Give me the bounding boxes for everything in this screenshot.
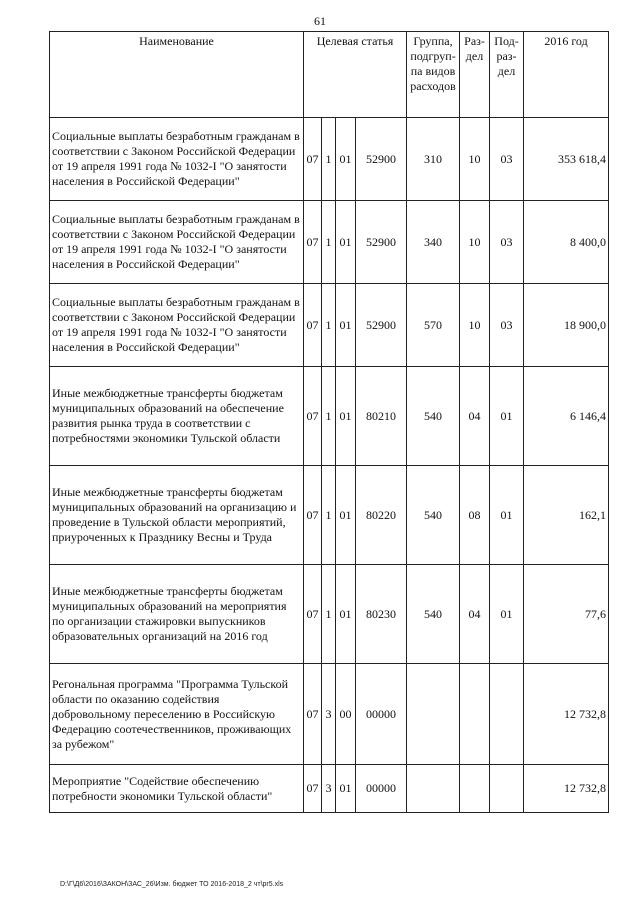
row-section: 04: [460, 565, 490, 664]
row-subsection: 03: [490, 284, 524, 367]
row-code-subprogram: 3: [322, 765, 336, 813]
table-row: [50, 118, 609, 201]
row-subsection: 03: [490, 201, 524, 284]
row-subsection: 01: [490, 367, 524, 466]
row-code-subprogram: 1: [322, 284, 336, 367]
row-section: [460, 664, 490, 765]
row-name: Регональная программа "Программа Тульской области по оказанию содействия добровольному переселению в Российскую Федерацию соотечественников, проживающих за рубежом": [50, 664, 304, 765]
row-group: 540: [407, 367, 460, 466]
row-subsection: 01: [490, 466, 524, 565]
row-code-subprogram: 1: [322, 466, 336, 565]
row-code-subprogram: 1: [322, 201, 336, 284]
table-row: [50, 664, 609, 765]
row-name: Иные межбюджетные трансферты бюджетам муниципальных образований на обеспечение развития рынка труда в соответствии с потребностями экономики Тульской области: [50, 367, 304, 466]
table-row: [50, 284, 609, 367]
header-target-article: Целевая статья: [304, 32, 407, 118]
row-name: Иные межбюджетные трансферты бюджетам муниципальных образований на мероприятия по организации стажировки выпускников образовательных организаций на 2016 год: [50, 565, 304, 664]
row-subsection: 03: [490, 118, 524, 201]
row-code-program: 07: [304, 664, 322, 765]
row-amount: 6 146,4: [524, 367, 609, 466]
row-code-direction: 52900: [356, 118, 407, 201]
row-code-direction: 80220: [356, 466, 407, 565]
row-name: Социальные выплаты безработным гражданам в соответствии с Законом Российской Федерации от 19 апреля 1991 года № 1032-I "О занятости населения в Российской Федерации": [50, 118, 304, 201]
row-amount: 12 732,8: [524, 664, 609, 765]
row-group: [407, 664, 460, 765]
row-code-subprogram: 1: [322, 367, 336, 466]
table-row: [50, 201, 609, 284]
row-code-direction: 80230: [356, 565, 407, 664]
row-code-event: 01: [336, 765, 356, 813]
row-amount: 18 900,0: [524, 284, 609, 367]
row-group: 340: [407, 201, 460, 284]
row-code-event: 01: [336, 118, 356, 201]
table-row: [50, 565, 609, 664]
row-code-program: 07: [304, 284, 322, 367]
row-amount: 162,1: [524, 466, 609, 565]
row-section: [460, 765, 490, 813]
header-subsection: Под-раз-дел: [490, 32, 524, 118]
row-subsection: [490, 664, 524, 765]
row-code-direction: 52900: [356, 201, 407, 284]
row-name: Иные межбюджетные трансферты бюджетам муниципальных образований на организацию и проведение в Тульской области мероприятий, приуроченных к Празднику Весны и Труда: [50, 466, 304, 565]
row-code-direction: 00000: [356, 664, 407, 765]
row-code-program: 07: [304, 466, 322, 565]
row-amount: 353 618,4: [524, 118, 609, 201]
row-code-program: 07: [304, 565, 322, 664]
row-amount: 77,6: [524, 565, 609, 664]
page-number: 61: [314, 14, 326, 28]
header-year: 2016 год: [524, 32, 609, 118]
row-code-direction: 00000: [356, 765, 407, 813]
row-code-event: 00: [336, 664, 356, 765]
row-subsection: 01: [490, 565, 524, 664]
table-row: [50, 466, 609, 565]
header-group: Группа, подгруп-па видов расходов: [407, 32, 460, 118]
row-code-subprogram: 1: [322, 118, 336, 201]
row-section: 10: [460, 118, 490, 201]
row-code-subprogram: 1: [322, 565, 336, 664]
header-section: Раз-дел: [460, 32, 490, 118]
row-code-direction: 52900: [356, 284, 407, 367]
row-section: 08: [460, 466, 490, 565]
row-subsection: [490, 765, 524, 813]
footer-file-path: D:\Г\Д6\2016\ЗАКОН\ЗАС_26\Изм. бюджет ТО 2016-2018_2 чт\pr5.xls: [60, 881, 284, 888]
row-group: 540: [407, 466, 460, 565]
row-section: 04: [460, 367, 490, 466]
row-code-event: 01: [336, 284, 356, 367]
row-code-event: 01: [336, 565, 356, 664]
row-name: Социальные выплаты безработным гражданам в соответствии с Законом Российской Федерации от 19 апреля 1991 года № 1032-I "О занятости населения в Российской Федерации": [50, 201, 304, 284]
row-code-subprogram: 3: [322, 664, 336, 765]
row-code-event: 01: [336, 367, 356, 466]
row-group: 540: [407, 565, 460, 664]
row-group: 570: [407, 284, 460, 367]
row-name: Мероприятие "Содействие обеспечению потребности экономики Тульской области": [50, 765, 304, 813]
row-name: Социальные выплаты безработным гражданам в соответствии с Законом Российской Федерации от 19 апреля 1991 года № 1032-I "О занятости населения в Российской Федерации": [50, 284, 304, 367]
row-group: [407, 765, 460, 813]
table-header-row: [50, 32, 609, 118]
row-code-program: 07: [304, 201, 322, 284]
table-row: [50, 367, 609, 466]
row-code-event: 01: [336, 201, 356, 284]
row-amount: 8 400,0: [524, 201, 609, 284]
row-section: 10: [460, 201, 490, 284]
row-code-event: 01: [336, 466, 356, 565]
header-name: Наименование: [50, 32, 304, 118]
row-section: 10: [460, 284, 490, 367]
row-code-program: 07: [304, 118, 322, 201]
row-amount: 12 732,8: [524, 765, 609, 813]
table-row: [50, 765, 609, 813]
row-group: 310: [407, 118, 460, 201]
row-code-program: 07: [304, 765, 322, 813]
row-code-direction: 80210: [356, 367, 407, 466]
budget-table: [49, 31, 609, 813]
row-code-program: 07: [304, 367, 322, 466]
